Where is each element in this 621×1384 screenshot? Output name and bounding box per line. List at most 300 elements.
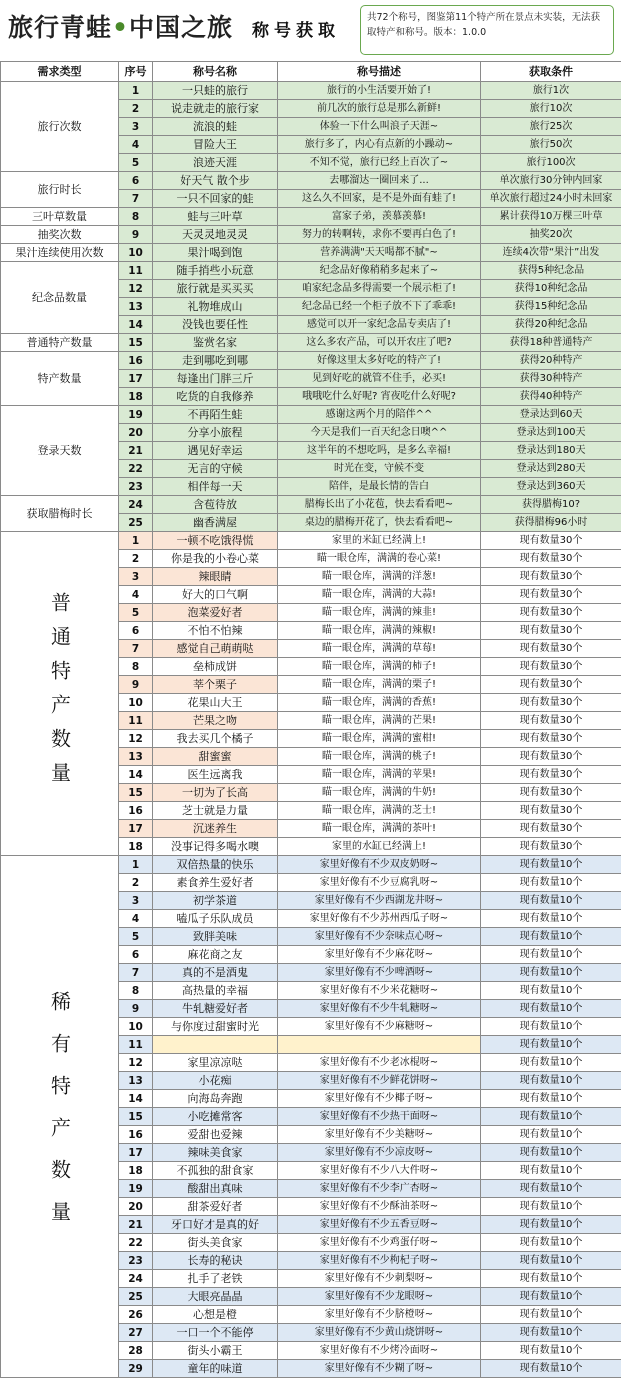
title-name: 礼物堆成山 bbox=[153, 298, 278, 316]
obtain-condition: 现有数量10个 bbox=[481, 856, 621, 874]
title-description: 瞄一眼仓库，满满的辣椒! bbox=[278, 622, 481, 640]
title-description: 瞄一眼仓库，满满的柿子! bbox=[278, 658, 481, 676]
title-name: 医生远离我 bbox=[153, 766, 278, 784]
row-number: 16 bbox=[119, 352, 153, 370]
obtain-condition: 现有数量10个 bbox=[481, 1000, 621, 1018]
title-name: 旅行就是买买买 bbox=[153, 280, 278, 298]
table-row bbox=[1, 532, 621, 550]
table-row bbox=[1, 226, 621, 244]
row-number: 9 bbox=[119, 226, 153, 244]
title-name: 街头美食家 bbox=[153, 1234, 278, 1252]
title-description: 瞄一眼仓库，满满的栗子! bbox=[278, 676, 481, 694]
title-name: 高热量的幸福 bbox=[153, 982, 278, 1000]
obtain-condition: 抽奖20次 bbox=[481, 226, 621, 244]
title-name: 甜茶爱好者 bbox=[153, 1198, 278, 1216]
obtain-condition: 获得腊梅96小时 bbox=[481, 514, 621, 532]
row-number: 20 bbox=[119, 424, 153, 442]
title-description: 瞄一眼仓库，满满的大蒜! bbox=[278, 586, 481, 604]
obtain-condition: 获得18种普通特产 bbox=[481, 334, 621, 352]
title-name: 没钱也要任性 bbox=[153, 316, 278, 334]
row-number: 13 bbox=[119, 1072, 153, 1090]
row-number: 7 bbox=[119, 640, 153, 658]
obtain-condition: 现有数量10个 bbox=[481, 1180, 621, 1198]
category-cell: 登录天数 bbox=[1, 406, 119, 496]
row-number: 10 bbox=[119, 1018, 153, 1036]
row-number: 22 bbox=[119, 460, 153, 478]
row-number: 18 bbox=[119, 1162, 153, 1180]
row-number: 18 bbox=[119, 838, 153, 856]
row-number: 11 bbox=[119, 712, 153, 730]
title-description: 腊梅长出了小花苞，快去看看吧~ bbox=[278, 496, 481, 514]
row-number: 12 bbox=[119, 730, 153, 748]
title-name: 好天气 散个步 bbox=[153, 172, 278, 190]
row-number: 3 bbox=[119, 568, 153, 586]
row-number: 8 bbox=[119, 658, 153, 676]
title-name: 冒险大王 bbox=[153, 136, 278, 154]
obtain-condition: 现有数量10个 bbox=[481, 1288, 621, 1306]
obtain-condition: 获得20种纪念品 bbox=[481, 316, 621, 334]
obtain-condition: 现有数量30个 bbox=[481, 676, 621, 694]
row-number: 26 bbox=[119, 1306, 153, 1324]
title-name: 浪迹天涯 bbox=[153, 154, 278, 172]
row-number: 25 bbox=[119, 514, 153, 532]
col-header-desc: 称号描述 bbox=[278, 62, 481, 82]
obtain-condition: 现有数量30个 bbox=[481, 658, 621, 676]
category-cell: 三叶草数量 bbox=[1, 208, 119, 226]
obtain-condition: 现有数量30个 bbox=[481, 532, 621, 550]
row-number: 23 bbox=[119, 1252, 153, 1270]
obtain-condition: 登录达到60天 bbox=[481, 406, 621, 424]
obtain-condition: 现有数量30个 bbox=[481, 550, 621, 568]
title-description: 时光在变，守候不变 bbox=[278, 460, 481, 478]
title-description: 感觉可以开一家纪念品专卖店了! bbox=[278, 316, 481, 334]
obtain-condition: 现有数量10个 bbox=[481, 1234, 621, 1252]
title-description: 体验一下什么叫浪子天涯~ bbox=[278, 118, 481, 136]
title-name: 相伴每一天 bbox=[153, 478, 278, 496]
row-number: 21 bbox=[119, 1216, 153, 1234]
title-description: 瞄一眼仓库，满满的芒果! bbox=[278, 712, 481, 730]
table-header-row bbox=[1, 62, 621, 82]
title-name: 不再陌生蛙 bbox=[153, 406, 278, 424]
obtain-condition: 获得15种纪念品 bbox=[481, 298, 621, 316]
table-row bbox=[1, 406, 621, 424]
obtain-condition: 现有数量30个 bbox=[481, 712, 621, 730]
obtain-condition: 现有数量10个 bbox=[481, 1306, 621, 1324]
obtain-condition: 现有数量30个 bbox=[481, 802, 621, 820]
obtain-condition: 现有数量30个 bbox=[481, 838, 621, 856]
title-description: 家里好像有不少凉皮呀~ bbox=[278, 1144, 481, 1162]
title-name bbox=[153, 1036, 278, 1054]
obtain-condition: 登录达到280天 bbox=[481, 460, 621, 478]
title-description: 家里好像有不少刺梨呀~ bbox=[278, 1270, 481, 1288]
title-name: 含苞待放 bbox=[153, 496, 278, 514]
row-number: 25 bbox=[119, 1288, 153, 1306]
title-name: 吃货的自我修养 bbox=[153, 388, 278, 406]
row-number: 15 bbox=[119, 784, 153, 802]
title-name: 沉迷养生 bbox=[153, 820, 278, 838]
obtain-condition: 现有数量30个 bbox=[481, 766, 621, 784]
title-description: 家里好像有不少龙眼呀~ bbox=[278, 1288, 481, 1306]
row-number: 15 bbox=[119, 334, 153, 352]
title-name: 爱甜也爱辣 bbox=[153, 1126, 278, 1144]
title-name: 酸甜出真味 bbox=[153, 1180, 278, 1198]
category-cell: 纪念品数量 bbox=[1, 262, 119, 334]
category-cell: 特产数量 bbox=[1, 352, 119, 406]
title-description: 瞄一眼仓库，满满的茶叶! bbox=[278, 820, 481, 838]
title-description: 瞄一眼仓库，满满的洋葱! bbox=[278, 568, 481, 586]
obtain-condition: 现有数量30个 bbox=[481, 694, 621, 712]
title-name: 感觉自己萌萌哒 bbox=[153, 640, 278, 658]
title-name: 扎手了老铁 bbox=[153, 1270, 278, 1288]
table-body bbox=[1, 82, 621, 1378]
row-number: 8 bbox=[119, 982, 153, 1000]
title-description: 家里好像有不少烤冷面呀~ bbox=[278, 1342, 481, 1360]
row-number: 19 bbox=[119, 1180, 153, 1198]
obtain-condition: 现有数量10个 bbox=[481, 1324, 621, 1342]
title-name: 甜蜜蜜 bbox=[153, 748, 278, 766]
title-name: 遇见好幸运 bbox=[153, 442, 278, 460]
title-name: 每逢出门胖三斤 bbox=[153, 370, 278, 388]
obtain-condition: 现有数量10个 bbox=[481, 1090, 621, 1108]
obtain-condition: 现有数量10个 bbox=[481, 1108, 621, 1126]
title-description: 家里好像有不少奈味点心呀~ bbox=[278, 928, 481, 946]
table-row bbox=[1, 82, 621, 100]
title-description: 瞄一眼仓库，满满的卷心菜! bbox=[278, 550, 481, 568]
row-number: 2 bbox=[119, 100, 153, 118]
title-name: 一顿不吃饿得慌 bbox=[153, 532, 278, 550]
title-description: 瞄一眼仓库，满满的苹果! bbox=[278, 766, 481, 784]
obtain-condition: 现有数量30个 bbox=[481, 730, 621, 748]
title-name: 流浪的蛙 bbox=[153, 118, 278, 136]
title-name: 我去买几个橘子 bbox=[153, 730, 278, 748]
title-description: 瞄一眼仓库，满满的辣韭! bbox=[278, 604, 481, 622]
col-header-cond: 获取条件 bbox=[481, 62, 621, 82]
title-name: 牙口好才是真的好 bbox=[153, 1216, 278, 1234]
title-name: 小吃摊常客 bbox=[153, 1108, 278, 1126]
row-number: 8 bbox=[119, 208, 153, 226]
obtain-condition: 现有数量30个 bbox=[481, 640, 621, 658]
title-description: 纪念品好像稍稍多起来了~ bbox=[278, 262, 481, 280]
title-name: 双倍热量的快乐 bbox=[153, 856, 278, 874]
logo-main: 旅行青蛙 bbox=[8, 13, 113, 42]
row-number: 18 bbox=[119, 388, 153, 406]
obtain-condition: 单次旅行30分钟内回家 bbox=[481, 172, 621, 190]
category-cell: 普通特产数量 bbox=[1, 334, 119, 352]
category-cell: 抽奖次数 bbox=[1, 226, 119, 244]
title-name: 随手捎些小玩意 bbox=[153, 262, 278, 280]
obtain-condition: 现有数量10个 bbox=[481, 1252, 621, 1270]
title-description: 哦哦吃什么好呢? 宵夜吃什么好呢? bbox=[278, 388, 481, 406]
title-name: 麻花商之友 bbox=[153, 946, 278, 964]
title-description: 这么多农产品，可以开农庄了吧? bbox=[278, 334, 481, 352]
obtain-condition: 现有数量10个 bbox=[481, 964, 621, 982]
title-description: 家里好像有不少米花糖呀~ bbox=[278, 982, 481, 1000]
title-name: 小花痴 bbox=[153, 1072, 278, 1090]
title-name: 幽香满屋 bbox=[153, 514, 278, 532]
obtain-condition: 连续4次带“果汁”出发 bbox=[481, 244, 621, 262]
title-description: 家里好像有不少麻糖呀~ bbox=[278, 1018, 481, 1036]
title-name: 一口一个不能停 bbox=[153, 1324, 278, 1342]
row-number: 23 bbox=[119, 478, 153, 496]
obtain-condition: 现有数量10个 bbox=[481, 874, 621, 892]
title-description: 家里好像有不少李广杏呀~ bbox=[278, 1180, 481, 1198]
title-description: 家里好像有不少黄山烧饼呀~ bbox=[278, 1324, 481, 1342]
row-number: 14 bbox=[119, 766, 153, 784]
title-description: 家里好像有不少老冰棍呀~ bbox=[278, 1054, 481, 1072]
obtain-condition: 现有数量10个 bbox=[481, 1054, 621, 1072]
title-description: 家里好像有不少啤酒呀~ bbox=[278, 964, 481, 982]
page-title: 称号获取 bbox=[252, 21, 340, 41]
title-description: 家里好像有不少苏州西瓜子呀~ bbox=[278, 910, 481, 928]
row-number: 3 bbox=[119, 118, 153, 136]
title-description: 好像这里太多好吃的特产了! bbox=[278, 352, 481, 370]
row-number: 10 bbox=[119, 244, 153, 262]
title-description: 家里的水缸已经满上! bbox=[278, 838, 481, 856]
category-cell: 稀有特产数量 bbox=[1, 856, 119, 1378]
obtain-condition: 现有数量30个 bbox=[481, 586, 621, 604]
row-number: 19 bbox=[119, 406, 153, 424]
title-name: 果汁喝到饱 bbox=[153, 244, 278, 262]
title-description: 富家子弟，羡慕羡慕! bbox=[278, 208, 481, 226]
row-number: 20 bbox=[119, 1198, 153, 1216]
obtain-condition: 旅行25次 bbox=[481, 118, 621, 136]
row-number: 17 bbox=[119, 820, 153, 838]
title-description: 家里好像有不少西湖龙井呀~ bbox=[278, 892, 481, 910]
title-name: 童年的味道 bbox=[153, 1360, 278, 1378]
row-number: 5 bbox=[119, 604, 153, 622]
game-logo bbox=[8, 8, 233, 44]
title-name: 花果山大王 bbox=[153, 694, 278, 712]
obtain-condition: 获得30种特产 bbox=[481, 370, 621, 388]
title-name: 垒柿成饼 bbox=[153, 658, 278, 676]
row-number: 5 bbox=[119, 928, 153, 946]
title-description: 家里好像有不少牛轧糖呀~ bbox=[278, 1000, 481, 1018]
obtain-condition: 现有数量10个 bbox=[481, 1360, 621, 1378]
title-name: 大眼亮晶晶 bbox=[153, 1288, 278, 1306]
obtain-condition: 现有数量10个 bbox=[481, 892, 621, 910]
obtain-condition: 现有数量10个 bbox=[481, 946, 621, 964]
category-cell: 旅行次数 bbox=[1, 82, 119, 172]
row-number: 11 bbox=[119, 262, 153, 280]
col-header-name: 称号名称 bbox=[153, 62, 278, 82]
obtain-condition: 现有数量10个 bbox=[481, 1162, 621, 1180]
title-description: 家里的米缸已经满上! bbox=[278, 532, 481, 550]
title-name: 真的不是酒鬼 bbox=[153, 964, 278, 982]
category-cell: 果汁连续使用次数 bbox=[1, 244, 119, 262]
row-number: 12 bbox=[119, 1054, 153, 1072]
row-number: 7 bbox=[119, 190, 153, 208]
title-name: 致胖美味 bbox=[153, 928, 278, 946]
title-name: 你是我的小卷心菜 bbox=[153, 550, 278, 568]
obtain-condition: 旅行10次 bbox=[481, 100, 621, 118]
title-name: 分享小旅程 bbox=[153, 424, 278, 442]
row-number: 1 bbox=[119, 856, 153, 874]
title-name: 没事记得多喝水噢 bbox=[153, 838, 278, 856]
row-number: 1 bbox=[119, 532, 153, 550]
row-number: 16 bbox=[119, 802, 153, 820]
row-number: 21 bbox=[119, 442, 153, 460]
category-cell: 旅行时长 bbox=[1, 172, 119, 208]
title-name: 一只蛙的旅行 bbox=[153, 82, 278, 100]
title-name: 不孤独的甜食家 bbox=[153, 1162, 278, 1180]
obtain-condition: 现有数量10个 bbox=[481, 928, 621, 946]
title-description: 家里好像有不少八大件呀~ bbox=[278, 1162, 481, 1180]
title-name: 不怕不怕辣 bbox=[153, 622, 278, 640]
title-description bbox=[278, 1036, 481, 1054]
title-description: 见到好吃的就管不住手，必买! bbox=[278, 370, 481, 388]
obtain-condition: 登录达到360天 bbox=[481, 478, 621, 496]
title-description: 家里好像有不少鸡蛋仔呀~ bbox=[278, 1234, 481, 1252]
table-row bbox=[1, 352, 621, 370]
title-description: 家里好像有不少糊了呀~ bbox=[278, 1360, 481, 1378]
row-number: 13 bbox=[119, 748, 153, 766]
table-row bbox=[1, 208, 621, 226]
title-description: 家里好像有不少豆腐乳呀~ bbox=[278, 874, 481, 892]
obtain-condition: 现有数量10个 bbox=[481, 910, 621, 928]
row-number: 9 bbox=[119, 1000, 153, 1018]
obtain-condition: 现有数量10个 bbox=[481, 1018, 621, 1036]
title-name: 天灵灵地灵灵 bbox=[153, 226, 278, 244]
obtain-condition: 获得40种特产 bbox=[481, 388, 621, 406]
obtain-condition: 现有数量10个 bbox=[481, 1198, 621, 1216]
row-number: 29 bbox=[119, 1360, 153, 1378]
obtain-condition: 登录达到100天 bbox=[481, 424, 621, 442]
row-number: 28 bbox=[119, 1342, 153, 1360]
obtain-condition: 现有数量30个 bbox=[481, 568, 621, 586]
title-description: 感谢这两个月的陪伴^^ bbox=[278, 406, 481, 424]
title-description: 家里好像有不少五香豆呀~ bbox=[278, 1216, 481, 1234]
title-name: 长寿的秘诀 bbox=[153, 1252, 278, 1270]
row-number: 17 bbox=[119, 370, 153, 388]
obtain-condition: 现有数量10个 bbox=[481, 982, 621, 1000]
title-name: 泡菜爱好者 bbox=[153, 604, 278, 622]
title-name: 一只不回家的蛙 bbox=[153, 190, 278, 208]
title-description: 旅行多了，内心有点新的小躁动~ bbox=[278, 136, 481, 154]
title-description: 瞄一眼仓库，满满的草莓! bbox=[278, 640, 481, 658]
row-number: 2 bbox=[119, 874, 153, 892]
title-description: 前几次的旅行总是那么新鲜! bbox=[278, 100, 481, 118]
title-description: 家里好像有不少美糖呀~ bbox=[278, 1126, 481, 1144]
title-name: 辣味美食家 bbox=[153, 1144, 278, 1162]
obtain-condition: 获得20种特产 bbox=[481, 352, 621, 370]
obtain-condition: 现有数量30个 bbox=[481, 604, 621, 622]
title-name: 好大的口气啊 bbox=[153, 586, 278, 604]
title-description: 瞄一眼仓库，满满的蜜柑! bbox=[278, 730, 481, 748]
obtain-condition: 现有数量10个 bbox=[481, 1036, 621, 1054]
title-name: 街头小霸王 bbox=[153, 1342, 278, 1360]
title-description: 家里好像有不少椰子呀~ bbox=[278, 1090, 481, 1108]
title-description: 去哪溜达一圈回来了... bbox=[278, 172, 481, 190]
row-number: 13 bbox=[119, 298, 153, 316]
title-description: 家里好像有不少鲜花饼呀~ bbox=[278, 1072, 481, 1090]
row-number: 17 bbox=[119, 1144, 153, 1162]
title-name: 向海岛奔跑 bbox=[153, 1090, 278, 1108]
title-description: 营养满满"天天喝都不腻"~ bbox=[278, 244, 481, 262]
title-name: 与你度过甜蜜时光 bbox=[153, 1018, 278, 1036]
obtain-condition: 现有数量30个 bbox=[481, 784, 621, 802]
row-number: 4 bbox=[119, 586, 153, 604]
logo-dot: • bbox=[112, 13, 129, 42]
title-description: 今天是我们一百天纪念日噢^^ bbox=[278, 424, 481, 442]
title-description: 瞄一眼仓库，满满的牛奶! bbox=[278, 784, 481, 802]
row-number: 9 bbox=[119, 676, 153, 694]
obtain-condition: 现有数量10个 bbox=[481, 1144, 621, 1162]
row-number: 16 bbox=[119, 1126, 153, 1144]
row-number: 15 bbox=[119, 1108, 153, 1126]
title-description: 家里好像有不少酥油茶呀~ bbox=[278, 1198, 481, 1216]
title-description: 家里好像有不少枸杞子呀~ bbox=[278, 1252, 481, 1270]
title-name: 嗑瓜子乐队成员 bbox=[153, 910, 278, 928]
title-name: 鉴赏名家 bbox=[153, 334, 278, 352]
obtain-condition: 现有数量30个 bbox=[481, 748, 621, 766]
row-number: 4 bbox=[119, 136, 153, 154]
row-number: 6 bbox=[119, 172, 153, 190]
title-description: 纪念品已经一个柜子放不下了乖乖! bbox=[278, 298, 481, 316]
obtain-condition: 现有数量30个 bbox=[481, 820, 621, 838]
title-description: 这么久不回家，是不是外面有蛙了! bbox=[278, 190, 481, 208]
title-description: 旅行的小生活要开始了! bbox=[278, 82, 481, 100]
title-description: 瞄一眼仓库，满满的桃子! bbox=[278, 748, 481, 766]
title-name: 家里凉凉哒 bbox=[153, 1054, 278, 1072]
category-cell: 普通特产数量 bbox=[1, 532, 119, 856]
title-description: 瞄一眼仓库，满满的香蕉! bbox=[278, 694, 481, 712]
row-number: 24 bbox=[119, 1270, 153, 1288]
obtain-condition: 现有数量10个 bbox=[481, 1126, 621, 1144]
row-number: 24 bbox=[119, 496, 153, 514]
title-name: 说走就走的旅行家 bbox=[153, 100, 278, 118]
title-name: 蛙与三叶草 bbox=[153, 208, 278, 226]
title-description: 这半年的不想吃吗，是多么幸福! bbox=[278, 442, 481, 460]
title-description: 陪伴，是最长情的告白 bbox=[278, 478, 481, 496]
col-header-num: 序号 bbox=[119, 62, 153, 82]
obtain-condition: 获得5种纪念品 bbox=[481, 262, 621, 280]
title-table bbox=[0, 61, 621, 1378]
row-number: 12 bbox=[119, 280, 153, 298]
title-description: 家里好像有不少麻花呀~ bbox=[278, 946, 481, 964]
obtain-condition: 获得10种纪念品 bbox=[481, 280, 621, 298]
obtain-condition: 登录达到180天 bbox=[481, 442, 621, 460]
row-number: 14 bbox=[119, 316, 153, 334]
row-number: 5 bbox=[119, 154, 153, 172]
row-number: 7 bbox=[119, 964, 153, 982]
row-number: 3 bbox=[119, 892, 153, 910]
title-name: 莘个栗子 bbox=[153, 676, 278, 694]
obtain-condition: 旅行100次 bbox=[481, 154, 621, 172]
obtain-condition: 获得腊梅10? bbox=[481, 496, 621, 514]
row-number: 14 bbox=[119, 1090, 153, 1108]
obtain-condition: 现有数量10个 bbox=[481, 1072, 621, 1090]
table-row bbox=[1, 244, 621, 262]
title-description: 努力的转啊转，求你不要再白色了! bbox=[278, 226, 481, 244]
obtain-condition: 单次旅行超过24小时未回家 bbox=[481, 190, 621, 208]
title-name: 芒果之吻 bbox=[153, 712, 278, 730]
row-number: 6 bbox=[119, 946, 153, 964]
title-name: 无言的守候 bbox=[153, 460, 278, 478]
row-number: 22 bbox=[119, 1234, 153, 1252]
page-header bbox=[0, 0, 621, 60]
row-number: 1 bbox=[119, 82, 153, 100]
title-description: 家里好像有不少双皮奶呀~ bbox=[278, 856, 481, 874]
obtain-condition: 累计获得10万棵三叶草 bbox=[481, 208, 621, 226]
title-name: 初学茶道 bbox=[153, 892, 278, 910]
logo-sub: 中国之旅 bbox=[129, 13, 234, 42]
title-description: 桌边的腊梅开花了，快去看看吧~ bbox=[278, 514, 481, 532]
row-number: 6 bbox=[119, 622, 153, 640]
col-header-type: 需求类型 bbox=[1, 62, 119, 82]
obtain-condition: 现有数量30个 bbox=[481, 622, 621, 640]
table-row bbox=[1, 172, 621, 190]
title-description: 家里好像有不少热干面呀~ bbox=[278, 1108, 481, 1126]
